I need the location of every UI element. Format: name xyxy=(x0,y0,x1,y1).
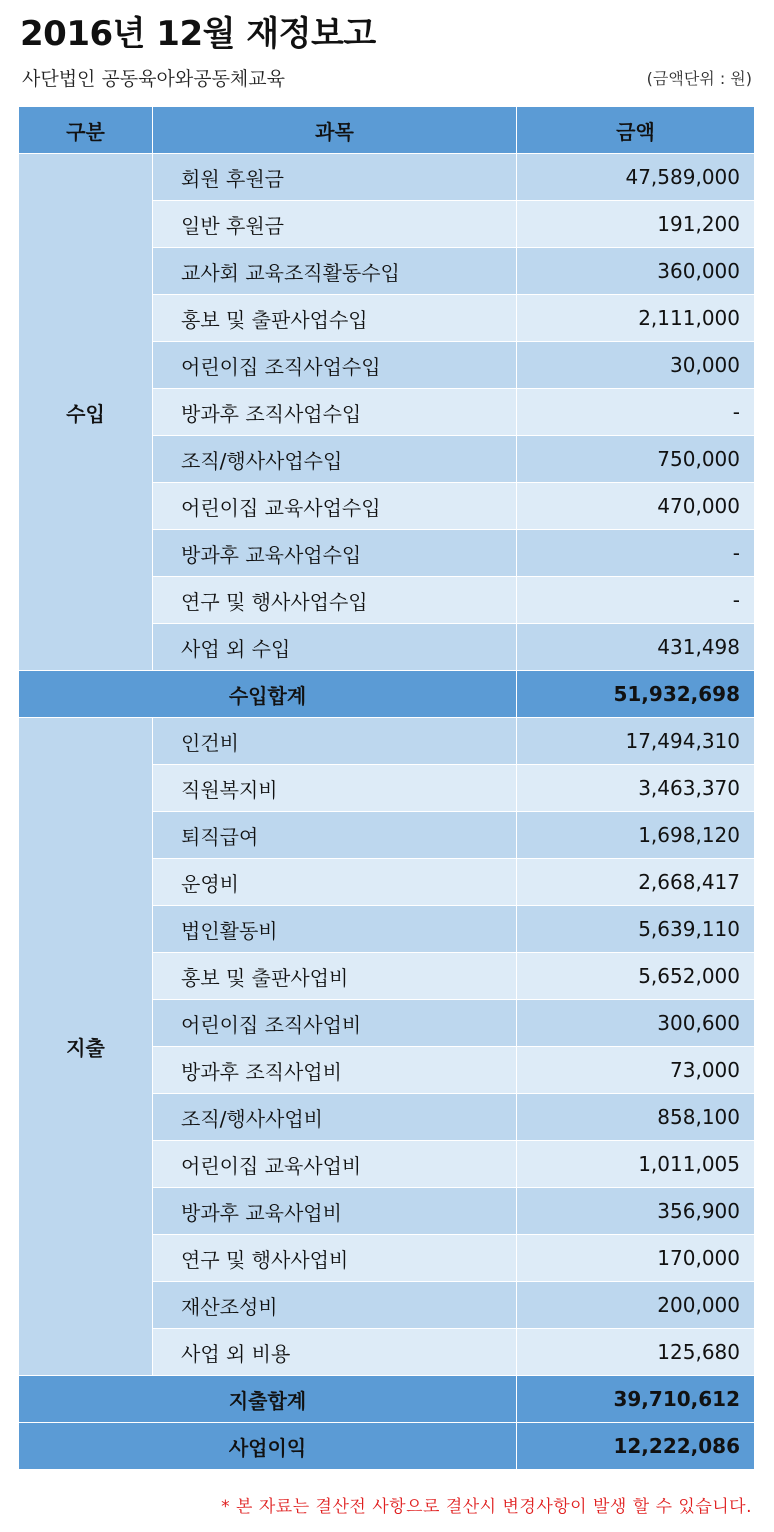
row-item: 조직/행사사업비 xyxy=(153,1094,517,1141)
page-title: 2016년 12월 재정보고 xyxy=(20,14,376,54)
income-category-label: 수입 xyxy=(19,154,153,671)
row-item: 법인활동비 xyxy=(153,906,517,953)
row-amount: 300,600 xyxy=(517,1000,755,1047)
expense-category-label: 지출 xyxy=(19,718,153,1376)
row-item: 홍보 및 출판사업비 xyxy=(153,953,517,1000)
row-item: 연구 및 행사사업비 xyxy=(153,1235,517,1282)
row-item: 어린이집 교육사업비 xyxy=(153,1141,517,1188)
row-item: 사업 외 비용 xyxy=(153,1329,517,1376)
row-item: 재산조성비 xyxy=(153,1282,517,1329)
row-item: 방과후 조직사업비 xyxy=(153,1047,517,1094)
row-amount: - xyxy=(517,577,755,624)
row-amount: 356,900 xyxy=(517,1188,755,1235)
row-item: 어린이집 교육사업수입 xyxy=(153,483,517,530)
expense-total-amount: 39,710,612 xyxy=(517,1376,755,1423)
finance-table xyxy=(18,106,755,1470)
row-item: 일반 후원금 xyxy=(153,201,517,248)
row-item: 홍보 및 출판사업수입 xyxy=(153,295,517,342)
row-amount: 750,000 xyxy=(517,436,755,483)
expense-total-row xyxy=(19,1376,755,1423)
row-item: 어린이집 조직사업비 xyxy=(153,1000,517,1047)
row-item: 교사회 교육조직활동수입 xyxy=(153,248,517,295)
row-amount: 191,200 xyxy=(517,201,755,248)
header-category: 구분 xyxy=(19,107,153,154)
profit-label: 사업이익 xyxy=(19,1423,517,1470)
table-row xyxy=(19,154,755,201)
profit-amount: 12,222,086 xyxy=(517,1423,755,1470)
income-total-amount: 51,932,698 xyxy=(517,671,755,718)
income-total-label: 수입합계 xyxy=(19,671,517,718)
row-amount: 5,652,000 xyxy=(517,953,755,1000)
row-amount: 2,668,417 xyxy=(517,859,755,906)
row-amount: - xyxy=(517,389,755,436)
row-item: 인건비 xyxy=(153,718,517,765)
row-amount: 5,639,110 xyxy=(517,906,755,953)
row-item: 사업 외 수입 xyxy=(153,624,517,671)
row-amount: 73,000 xyxy=(517,1047,755,1094)
row-amount: 17,494,310 xyxy=(517,718,755,765)
header-item: 과목 xyxy=(153,107,517,154)
row-item: 방과후 교육사업수입 xyxy=(153,530,517,577)
table-header-row xyxy=(19,107,755,154)
profit-row xyxy=(19,1423,755,1470)
row-amount: 125,680 xyxy=(517,1329,755,1376)
row-item: 직원복지비 xyxy=(153,765,517,812)
row-item: 어린이집 조직사업수입 xyxy=(153,342,517,389)
row-amount: 470,000 xyxy=(517,483,755,530)
table-row xyxy=(19,718,755,765)
row-item: 방과후 조직사업수입 xyxy=(153,389,517,436)
expense-total-label: 지출합계 xyxy=(19,1376,517,1423)
row-item: 퇴직급여 xyxy=(153,812,517,859)
footnote: * 본 자료는 결산전 사항으로 결산시 변경사항이 발생 할 수 있습니다. xyxy=(221,1497,752,1517)
row-amount: 3,463,370 xyxy=(517,765,755,812)
row-amount: 858,100 xyxy=(517,1094,755,1141)
row-amount: 360,000 xyxy=(517,248,755,295)
row-item: 방과후 교육사업비 xyxy=(153,1188,517,1235)
income-total-row xyxy=(19,671,755,718)
row-amount: 47,589,000 xyxy=(517,154,755,201)
row-item: 운영비 xyxy=(153,859,517,906)
row-amount: 2,111,000 xyxy=(517,295,755,342)
row-amount: 30,000 xyxy=(517,342,755,389)
unit-note: (금액단위 : 원) xyxy=(646,69,752,88)
header-amount: 금액 xyxy=(517,107,755,154)
row-item: 회원 후원금 xyxy=(153,154,517,201)
row-amount: 1,011,005 xyxy=(517,1141,755,1188)
row-amount: - xyxy=(517,530,755,577)
row-amount: 170,000 xyxy=(517,1235,755,1282)
row-item: 조직/행사사업수입 xyxy=(153,436,517,483)
row-amount: 431,498 xyxy=(517,624,755,671)
organization-name: 사단법인 공동육아와공동체교육 xyxy=(22,68,285,90)
row-amount: 1,698,120 xyxy=(517,812,755,859)
row-item: 연구 및 행사사업수입 xyxy=(153,577,517,624)
table-body xyxy=(19,154,755,1470)
row-amount: 200,000 xyxy=(517,1282,755,1329)
